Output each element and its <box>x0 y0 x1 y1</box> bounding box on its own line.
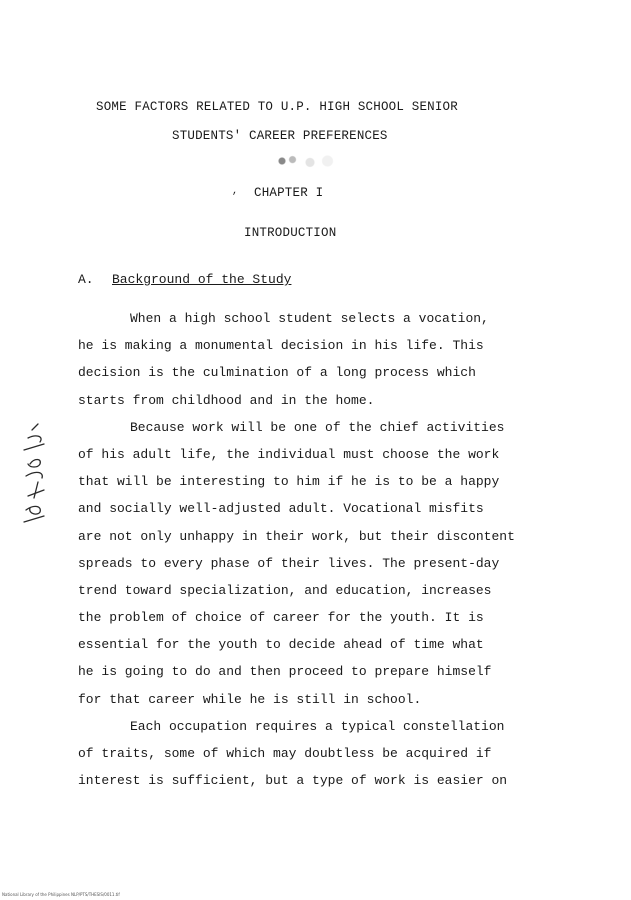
body-line: he is making a monumental decision in his life. This <box>78 338 484 354</box>
body-line: of his adult life, the individual must choose the work <box>78 446 500 462</box>
body-line: for that career while he is still in school. <box>78 691 422 707</box>
body-line: Because work will be one of the chief activities <box>130 419 505 435</box>
body-text <box>78 305 578 794</box>
handwritten-margin-note <box>14 420 54 530</box>
body-line: the problem of choice of career for the youth. It is <box>78 610 484 626</box>
body-line: interest is sufficient, but a type of work is easier on <box>78 773 508 789</box>
archive-footer: National Library of the Philippines NLP/PTS/THESIS/0011.tif <box>2 892 120 897</box>
title-line-2: STUDENTS' CAREER PREFERENCES <box>172 129 388 143</box>
body-line: he is going to do and then proceed to prepare himself <box>78 664 492 680</box>
body-line: of traits, some of which may doubtless be acquired if <box>78 746 492 761</box>
tick-mark: , <box>232 186 239 197</box>
ink-stamp-smudge <box>268 154 338 168</box>
body-line: spreads to every phase of their lives. The present-day <box>78 555 500 571</box>
body-line: that will be interesting to him if he is to be a happy <box>78 474 500 490</box>
section-title: Background of the Study <box>112 272 292 287</box>
body-line: and socially well-adjusted adult. Vocational misfits <box>78 501 484 517</box>
body-line: trend toward specialization, and education, increases <box>78 582 492 598</box>
body-line: are not only unhappy in their work, but their discontent <box>78 528 515 544</box>
body-line: starts from childhood and in the home. <box>78 392 375 408</box>
body-line: essential for the youth to decide ahead of time what <box>78 637 484 653</box>
chapter-title: INTRODUCTION <box>244 226 337 240</box>
title-line-1: SOME FACTORS RELATED TO U.P. HIGH SCHOOL SENIOR <box>96 100 458 114</box>
body-line: When a high school student selects a vocation, <box>130 311 489 326</box>
body-line: Each occupation requires a typical constellation <box>130 718 505 734</box>
chapter-label: CHAPTER I <box>254 186 324 200</box>
section-heading <box>78 272 291 287</box>
section-letter: A. <box>78 272 94 287</box>
body-line: decision is the culmination of a long process which <box>78 365 476 381</box>
